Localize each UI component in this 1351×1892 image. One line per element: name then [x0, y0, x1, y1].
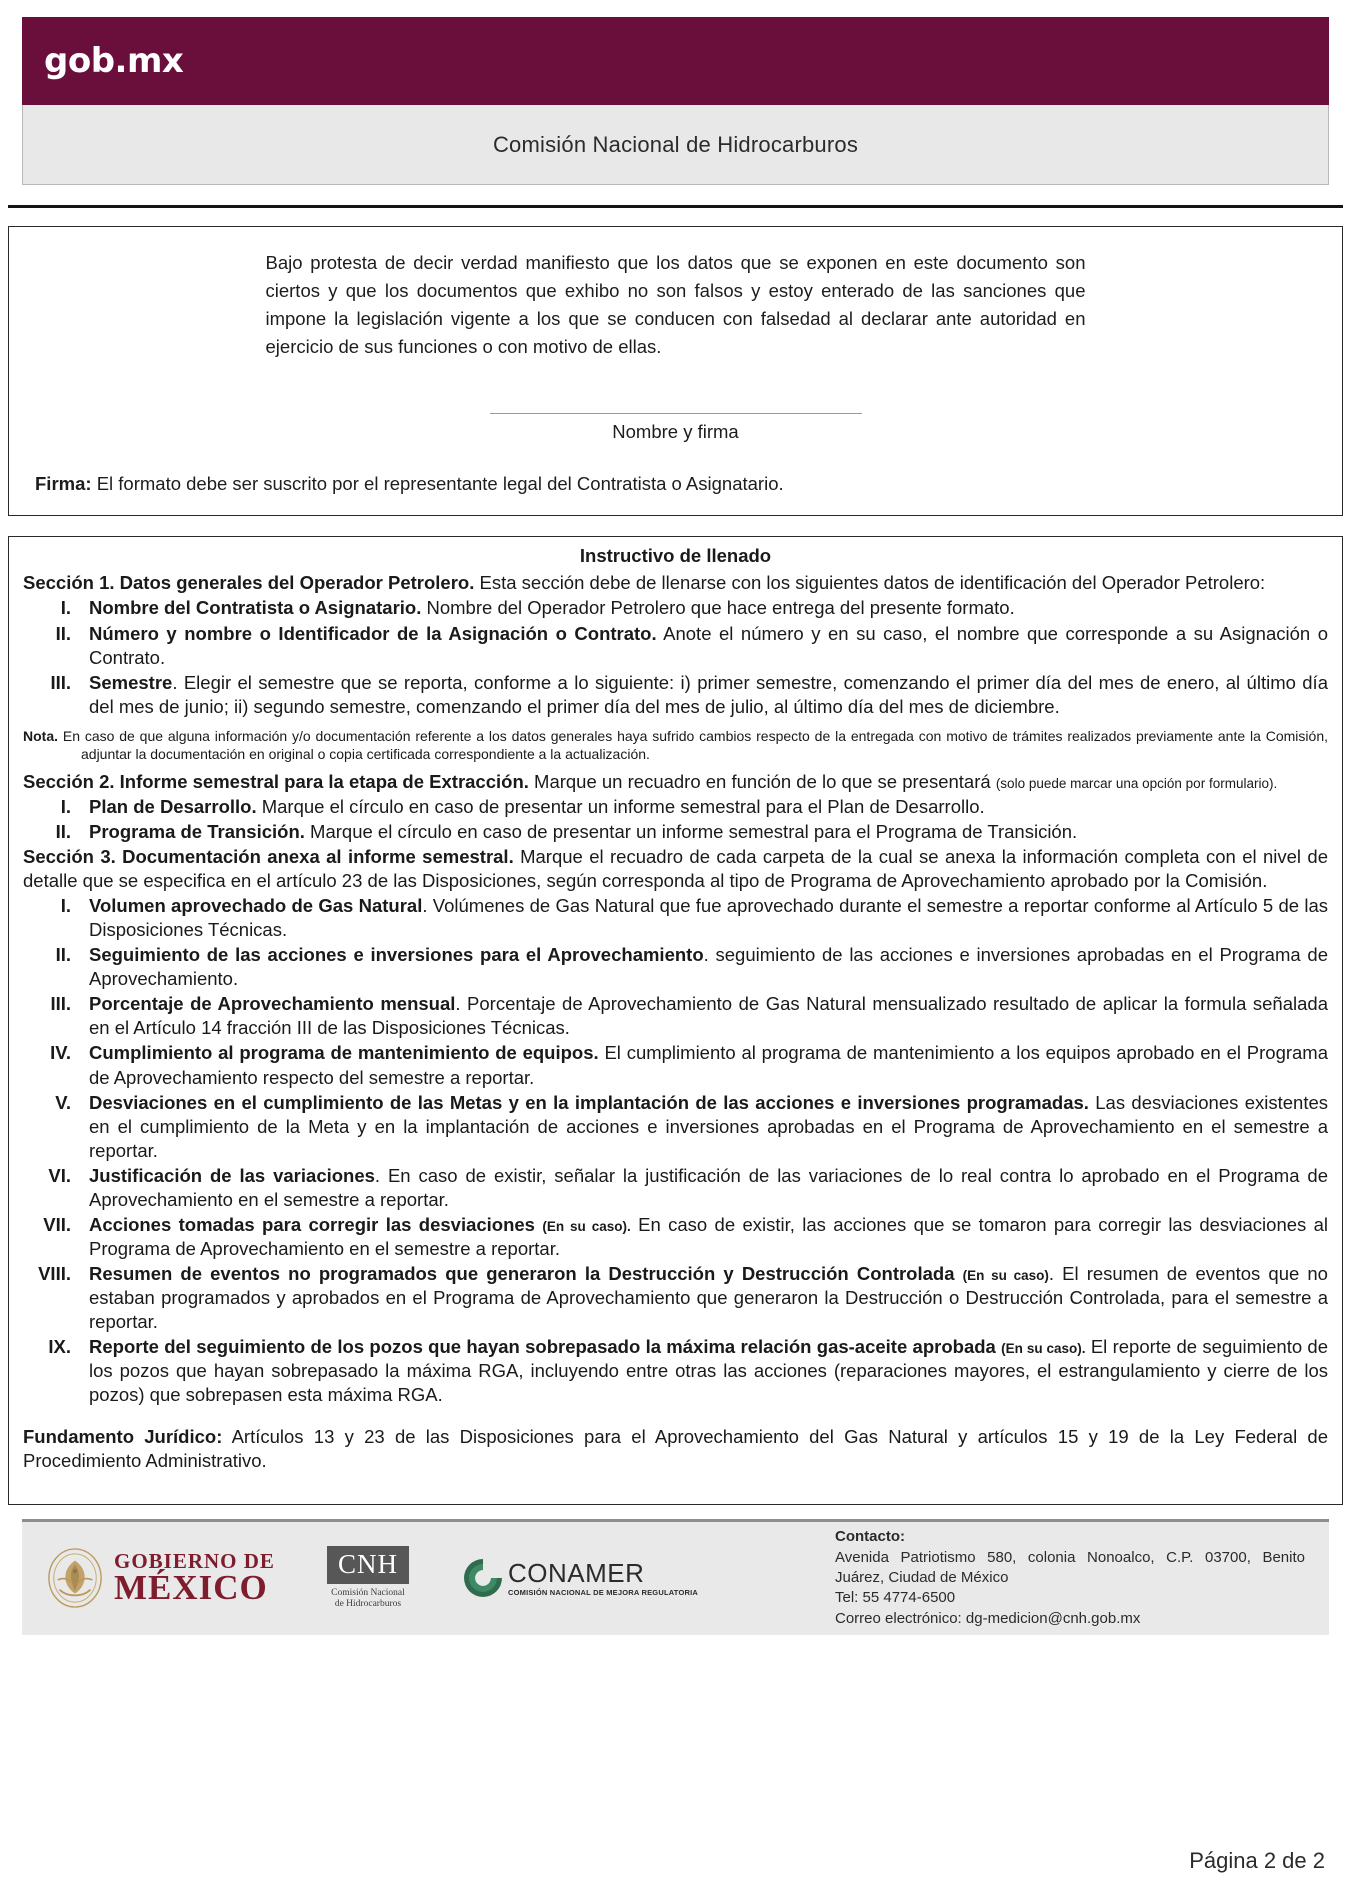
item-numeral: VI.	[48, 1164, 71, 1186]
item-numeral: II.	[55, 622, 71, 644]
cnh-subtitle-line-1: Comisión Nacional	[331, 1588, 405, 1599]
seccion1-list	[23, 596, 1328, 718]
contact-title: Contacto:	[835, 1528, 905, 1546]
declaration-statement: Bajo protesta de decir verdad manifiesto que los datos que se exponen en este documento son ciertos y que los documentos que exhibo no son falsos y estoy enterado de las sanciones que impone la legislación vigente a los que se conducen con falsedad al declarar ante autoridad en ejercicio de sus funciones o con motivo de ellas.	[265, 252, 1086, 358]
conamer-wordmark-group	[507, 1557, 698, 1597]
item-text: Anote el número y en su caso, el nombre que corresponde a su Asignación o Contrato.	[89, 622, 1328, 668]
seccion2-heading-paragraph	[23, 770, 1328, 794]
item-term: Porcentaje de Aprovechamiento mensual	[89, 993, 456, 1015]
gob-line-1: GOBIERNO DE	[114, 1548, 275, 1573]
institution-header	[22, 105, 1329, 185]
item-text: Marque el círculo en caso de presentar un informe semestral para el Plan de Desarrollo.	[261, 795, 985, 817]
cnh-subtitle-line-2: de Hidrocarburos	[334, 1599, 402, 1610]
item-numeral: VIII.	[38, 1262, 71, 1284]
seccion1-intro: Esta sección debe de llenarse con los siguientes datos de identificación del Operador Petrolero:	[479, 572, 1266, 594]
firma-label: Firma:	[35, 473, 92, 495]
item-body	[89, 622, 1328, 670]
signature-area	[35, 413, 1316, 443]
item-body	[89, 1335, 1328, 1407]
item-text: . Porcentaje de Aprovechamiento de Gas Natural mensualizado resultado de aplicar la formula señalada en el Artículo 14 fracción III de las Disposiciones Técnicas.	[89, 993, 1328, 1039]
item-text: . El resumen de eventos que no estaban programados y aprobados en el Programa de Aprovechamiento que generaron la Destrucción o Destrucción Controlada, para el semestre a reportar.	[89, 1262, 1328, 1332]
contact-phone: Tel: 55 4774-6500	[835, 1589, 956, 1607]
seccion3-list	[23, 894, 1328, 1407]
nota-label: Nota.	[23, 727, 58, 744]
seccion2-intro-small: (solo puede marcar una opción por formulario).	[995, 775, 1278, 791]
item-text: El cumplimiento al programa de mantenimiento a los equipos aprobado en el Programa de Aprovechamiento respecto del semestre a reportar.	[89, 1042, 1329, 1088]
list-item	[23, 894, 1328, 942]
nota-text: En caso de que alguna información y/o documentación referente a los datos generales haya sufrido cambios respecto de la entregada con motivo de trámites realizados previamente ante la Comisión, adjuntar la documentación en original o copia certificada correspondiente a la actualización.	[62, 727, 1328, 763]
item-term: Cumplimiento al programa de mantenimiento de equipos.	[89, 1042, 599, 1064]
seccion2-list	[23, 795, 1328, 844]
seccion3-intro: Marque el recuadro de cada carpeta de la cual se anexa la información completa con el nivel de detalle que se especifica en el artículo 23 de las Disposiciones, según corresponda al tipo de Programa de Aprovechamiento aprobado por la Comisión.	[23, 846, 1328, 892]
list-item	[23, 795, 1328, 819]
item-suffix: (En su caso).	[542, 1218, 631, 1234]
institution-name: Comisión Nacional de Hidrocarburos	[492, 131, 859, 157]
item-term: Desviaciones en el cumplimiento de las Metas y en la implantación de las acciones e inversiones programadas.	[89, 1091, 1089, 1113]
seccion1-nota	[23, 727, 1328, 764]
item-term: Número y nombre o Identificador de la Asignación o Contrato.	[89, 622, 657, 644]
item-body	[89, 671, 1328, 719]
gobmx-header-band	[22, 17, 1329, 105]
item-body	[89, 1213, 1328, 1261]
cnh-wordmark: CNH	[327, 1546, 409, 1584]
fundamento-juridico	[23, 1425, 1328, 1473]
item-text: Las desviaciones existentes en el cumplimiento de la Meta y en la implantación de acciones e inversiones aprobadas en el Programa de Aprovechamiento en el semestre a reportar.	[89, 1091, 1329, 1161]
contact-email[interactable]: Correo electrónico: dg-medicion@cnh.gob.mx	[835, 1609, 1141, 1627]
item-term: Plan de Desarrollo.	[89, 795, 257, 817]
signature-line[interactable]	[490, 413, 862, 414]
item-numeral: I.	[60, 895, 71, 917]
list-item	[23, 992, 1328, 1040]
item-numeral: IX.	[48, 1336, 71, 1358]
document-page	[0, 17, 1351, 1892]
list-item	[23, 671, 1328, 719]
item-body	[89, 795, 1328, 819]
item-body	[89, 596, 1328, 620]
item-text: Nombre del Operador Petrolero que hace entrega del presente formato.	[426, 597, 1015, 619]
item-body	[89, 1041, 1328, 1089]
conamer-wordmark: CONAMER	[507, 1557, 645, 1588]
declaration-box	[8, 226, 1343, 516]
conamer-swirl-icon	[461, 1556, 505, 1600]
header-divider	[8, 205, 1343, 208]
list-item	[23, 1262, 1328, 1334]
item-text: . seguimiento de las acciones e inversiones aprobadas en el Programa de Aprovechamiento.	[89, 944, 1328, 990]
gobierno-de-mexico-logo	[46, 1547, 275, 1609]
list-item	[23, 820, 1328, 844]
item-numeral: III.	[50, 993, 71, 1015]
fundamento-text: Artículos 13 y 23 de las Disposiciones para el Aprovechamiento del Gas Natural y artículos 15 y 19 de la Ley Federal de Procedimiento Administrativo.	[23, 1426, 1329, 1472]
firma-note	[35, 473, 1316, 495]
footer-logo-group	[22, 1546, 835, 1610]
item-text: . En caso de existir, señalar la justificación de las variaciones de lo real contra lo aprobado en el Programa de Aprovechamiento en el semestre a reportar.	[89, 1164, 1328, 1210]
item-term: Nombre del Contratista o Asignatario.	[89, 597, 422, 619]
item-text: El reporte de seguimiento de los pozos que hayan sobrepasado la máxima RGA, incluyendo entre otras las acciones (reparaciones mayores, el estrangulamiento y cierre de los pozos) que sobrepasen esta máxima RGA.	[89, 1336, 1329, 1406]
item-suffix: (En su caso).	[1001, 1341, 1086, 1357]
item-text: Marque el círculo en caso de presentar un informe semestral para el Programa de Transición.	[310, 821, 1078, 843]
instructivo-box	[8, 536, 1343, 1504]
conamer-logo	[461, 1556, 698, 1600]
list-item	[23, 1041, 1328, 1089]
item-body	[89, 943, 1328, 991]
item-numeral: I.	[60, 597, 71, 619]
item-numeral: V.	[55, 1091, 71, 1113]
item-term: Resumen de eventos no programados que generaron la Destrucción y Destrucción Controlada	[89, 1262, 955, 1284]
gobmx-logo: gob.mx	[44, 41, 184, 81]
item-body	[89, 820, 1328, 844]
fundamento-label: Fundamento Jurídico:	[23, 1426, 223, 1448]
page-footer	[22, 1519, 1329, 1635]
contact-block	[835, 1527, 1329, 1629]
item-body	[89, 1164, 1328, 1212]
item-term: Justificación de las variaciones	[89, 1164, 375, 1186]
list-item	[23, 1335, 1328, 1407]
seccion3-heading-paragraph	[23, 845, 1328, 893]
list-item	[23, 622, 1328, 670]
contact-address: Avenida Patriotismo 580, colonia Nonoalco, C.P. 03700, Benito Juárez, Ciudad de México	[835, 1548, 1305, 1587]
mexican-eagle-icon	[46, 1547, 104, 1609]
item-body	[89, 894, 1328, 942]
item-text: En caso de existir, las acciones que se tomaron para corregir las desviaciones al Programa de Aprovechamiento en el semestre a reportar.	[89, 1213, 1329, 1259]
item-numeral: I.	[60, 795, 71, 817]
conamer-subtitle: COMISIÓN NACIONAL DE MEJORA REGULATORIA	[507, 1587, 698, 1597]
list-item	[23, 1164, 1328, 1212]
item-term: Programa de Transición.	[89, 821, 305, 843]
seccion3-heading: Sección 3. Documentación anexa al informe semestral.	[23, 846, 514, 868]
item-body	[89, 1262, 1328, 1334]
list-item	[23, 1091, 1328, 1163]
item-text: . Volúmenes de Gas Natural que fue aprovechado durante el semestre a reportar conforme al Artículo 5 de las Disposiciones Técnicas.	[89, 895, 1328, 941]
list-item	[23, 596, 1328, 620]
list-item	[23, 943, 1328, 991]
item-numeral: III.	[50, 671, 71, 693]
seccion2-heading: Sección 2. Informe semestral para la etapa de Extracción.	[23, 770, 529, 792]
item-numeral: II.	[55, 944, 71, 966]
item-numeral: VII.	[43, 1213, 71, 1235]
firma-text: El formato debe ser suscrito por el representante legal del Contratista o Asignatario.	[96, 473, 784, 495]
gob-line-2: MÉXICO	[114, 1568, 268, 1608]
item-term: Reporte del seguimiento de los pozos que hayan sobrepasado la máxima relación gas-aceite aprobada	[89, 1336, 996, 1358]
item-term: Acciones tomadas para corregir las desviaciones	[89, 1213, 535, 1235]
list-item	[23, 1213, 1328, 1261]
cnh-logo	[327, 1546, 409, 1610]
item-numeral: IV.	[50, 1042, 71, 1064]
item-body	[89, 992, 1328, 1040]
item-term: Semestre	[89, 671, 173, 693]
seccion1-heading: Sección 1. Datos generales del Operador Petrolero.	[23, 572, 475, 594]
instructivo-title: Instructivo de llenado	[579, 545, 772, 567]
item-term: Seguimiento de las acciones e inversiones para el Aprovechamiento	[89, 944, 704, 966]
gobierno-de-mexico-wordmark	[114, 1548, 275, 1608]
item-numeral: II.	[55, 821, 71, 843]
item-suffix: (En su caso)	[962, 1267, 1049, 1283]
seccion1-heading-paragraph	[23, 571, 1328, 595]
item-text: . Elegir el semestre que se reporta, conforme a lo siguiente: i) primer semestre, comenzando el primer día del mes de enero, al último día del mes de junio; ii) segundo semestre, comenzando el primer día del mes de julio, al último día del mes de diciembre.	[89, 671, 1328, 717]
item-body	[89, 1091, 1328, 1163]
item-term: Volumen aprovechado de Gas Natural	[89, 895, 423, 917]
signature-caption: Nombre y firma	[612, 421, 739, 443]
seccion2-intro: Marque un recuadro en función de lo que se presentará	[534, 770, 991, 792]
page-number: Página 2 de 2	[1189, 1848, 1325, 1873]
cnh-subtitle	[327, 1588, 409, 1610]
